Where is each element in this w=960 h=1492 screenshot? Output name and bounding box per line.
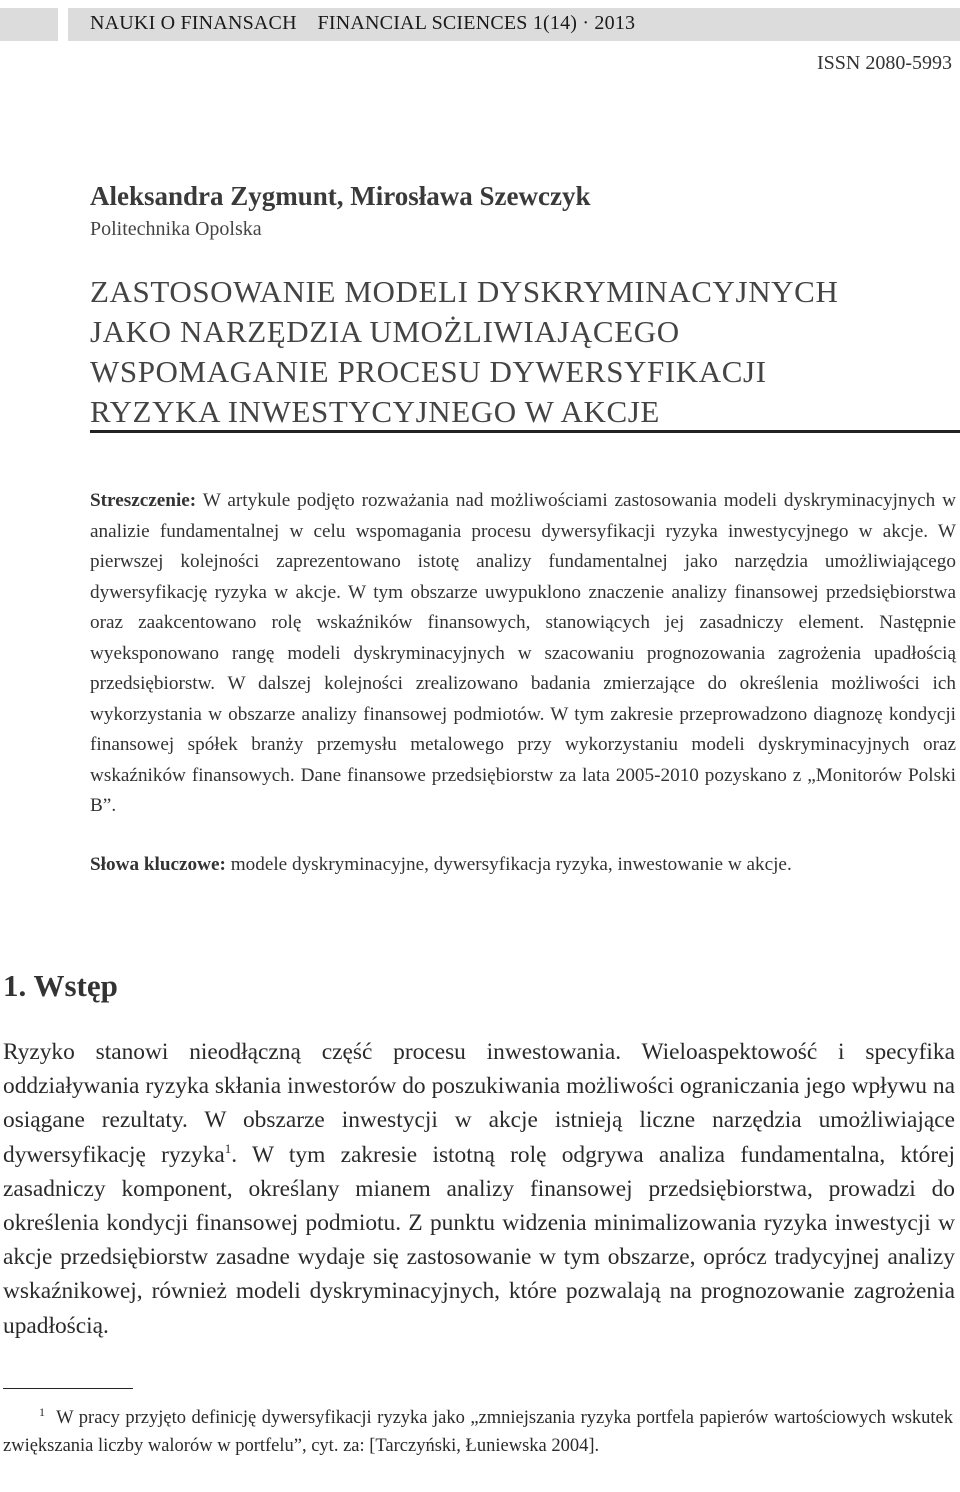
- title-line: WSPOMAGANIE PROCESU DYWERSYFIKACJI: [90, 354, 767, 389]
- title-rule: [90, 430, 960, 433]
- authors: Aleksandra Zygmunt, Mirosława Szewczyk: [90, 181, 591, 211]
- article-title: [90, 272, 950, 432]
- keywords-label: Słowa kluczowe:: [90, 854, 226, 875]
- abstract-text: W artykule podjęto rozważania nad możliwościami zastosowania modeli dyskryminacyjnych w analizie fundamentalnej w celu wspomagania procesu dywersyfikacji ryzyka inwestycyjnego w akcje. W pierwszej kolejności zaprezentowano istotę analizy fundamentalnej jako narzędzia umożliwiającego dywersyfikację ryzyka w akcje. W tym obszarze uwypuklono znaczenie analizy finansowej przedsiębiorstwa oraz zaakcentowano rolę wskaźników finansowych, stanowiących jej zasadniczy element. Następnie wyeksponowano rangę modeli dyskryminacyjnych w szacowaniu prognozowania zagrożenia upadłością przedsiębiorstw. W dalszej kolejności zrealizowano badania zmierzające do określenia możliwości ich wykorzystania w obszarze analizy finansowej podmiotów. W tym zakresie przeprowadzono diagnozę kondycji finansowej spółek branży przemysłu metalowego przy wykorzystaniu modeli dyskryminacyjnych oraz wskaźników finansowych. Dane finansowe przedsiębiorstw za lata 2005-2010 pozyskano z „Monitorów Polski B”.: [90, 490, 956, 816]
- body-text-part2: . W tym zakresie istotną rolę odgrywa analiza fundamentalna, której zasadniczy komponent, określany mianem analizy finansowej przedsiębiorstwa, prowadzi do określenia kondycji finansowej podmiotu. Z punktu widzenia minimalizowania ryzyka inwestycji w akcje przedsiębiorstw zasadne wydaje się zastosowanie w tym obszarze, oprócz tradycyjnej analizy wskaźnikowej, również modeli dyskryminacyjnych, które pozwalają na prognozowanie zagrożenia upadłością.: [3, 1141, 955, 1339]
- abstract-label: Streszczenie:: [90, 490, 197, 511]
- journal-title: NAUKI O FINANSACH FINANCIAL SCIENCES 1(14) · 2013: [90, 12, 636, 34]
- title-line: RYZYKA INWESTYCYJNEGO W AKCJE: [90, 394, 660, 429]
- keywords-text: modele dyskryminacyjne, dywersyfikacja ryzyka, inwestowanie w akcje.: [230, 854, 792, 875]
- footnote: [3, 1405, 953, 1459]
- affiliation: Politechnika Opolska: [90, 218, 262, 240]
- footnote-ref[interactable]: 1: [224, 1140, 232, 1156]
- body-text-part1: Ryzyko stanowi nieodłączną część procesu inwestowania. Wieloaspektowość i specyfika oddziaływania ryzyka skłania inwestorów do poszukiwania możliwości ograniczania jego wpływu na osiągane rezultaty. W obszarze inwestycji w akcje istnieją liczne narzędzia umożliwiające dywersyfikację ryzyka: [3, 1039, 955, 1168]
- keywords: [90, 850, 960, 880]
- section-heading: 1. Wstęp: [3, 968, 118, 1003]
- header-corner-box: [0, 8, 58, 41]
- footnote-text: W pracy przyjęto definicję dywersyfikacji ryzyka jako „zmniejszania ryzyka portfela papierów wartościowych wskutek zwiększania liczby walorów w portfelu”, cyt. za: [Tarczyński, Łuniewska 2004].: [3, 1408, 953, 1456]
- footnote-number: 1: [39, 1405, 45, 1419]
- footnote-rule: [3, 1388, 133, 1389]
- title-line: ZASTOSOWANIE MODELI DYSKRYMINACYJNYCH: [90, 274, 839, 309]
- section-body: [3, 1035, 955, 1343]
- issn: ISSN 2080-5993: [816, 52, 952, 74]
- title-line: JAKO NARZĘDZIA UMOŻLIWIAJĄCEGO: [90, 314, 680, 349]
- abstract: [90, 486, 956, 822]
